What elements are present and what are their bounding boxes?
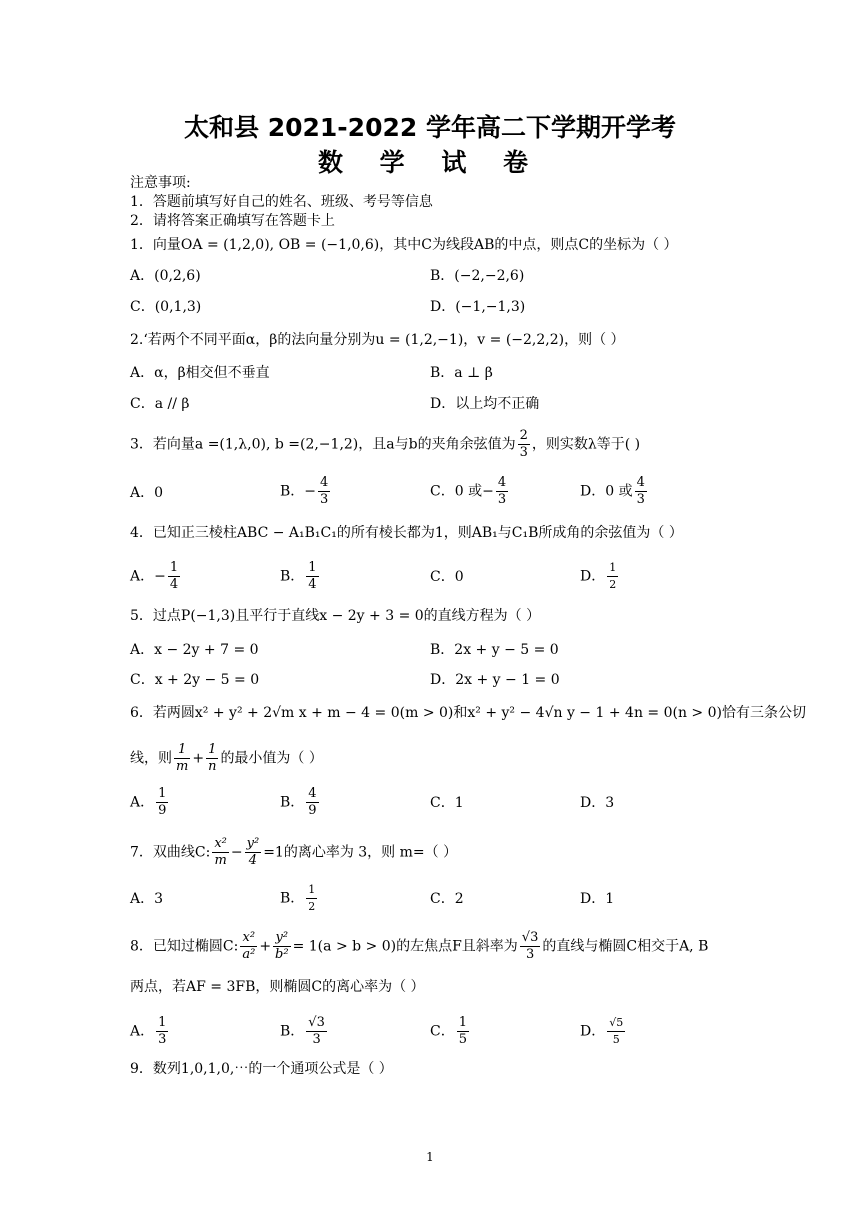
notice-item: 2．请将答案正确填写在答题卡上: [130, 213, 335, 229]
fraction-one-over-n: [206, 742, 218, 775]
question-stem: 2.‘若两个不同平面α，β的法向量分别为u = (1,2,−1)，v = (−2,2,2)，则（ ）: [130, 332, 625, 348]
fraction: [518, 428, 530, 461]
fraction-x2-over-a2: [240, 930, 257, 963]
fraction: [607, 1015, 625, 1048]
fraction-denominator: b²: [275, 947, 289, 962]
fraction-denominator: 5: [458, 1032, 467, 1047]
fraction-numerator: √3: [308, 1015, 325, 1030]
option-c: C．2: [430, 891, 464, 907]
fraction-denominator: 3: [636, 492, 645, 507]
fraction-x2-over-m: [212, 836, 229, 869]
fraction: [635, 475, 647, 508]
notice-heading: 注意事项:: [130, 175, 191, 191]
fraction-denominator: 3: [312, 1032, 321, 1047]
fraction-denominator: 3: [158, 1032, 167, 1047]
option-a: [130, 786, 170, 819]
fraction-numerator: 1: [458, 1015, 467, 1030]
fraction: [306, 1015, 327, 1048]
fraction-numerator: √3: [521, 930, 539, 945]
option-a: A．(0,2,6): [130, 268, 201, 284]
option-c: C．(0,1,3): [130, 299, 202, 315]
fraction-numerator: 1: [306, 882, 317, 899]
option-c: [430, 475, 510, 508]
option-d: D．2x + y − 1 = 0: [430, 672, 560, 688]
fraction-denominator: 4: [308, 577, 317, 592]
fraction: [168, 560, 180, 593]
question-stem-line2: 线，则 $\frac{1}{m}$ + $\frac{1}{n}$ 的最小值为（ ）: [130, 742, 323, 774]
option-c: [430, 1015, 471, 1048]
option-label: D．: [580, 1023, 606, 1040]
fraction: [318, 475, 330, 508]
fraction-numerator: √5: [607, 1015, 625, 1032]
fraction-one-over-m: [174, 742, 190, 775]
option-label: D．0 或: [580, 483, 633, 500]
fraction-numerator: 1: [607, 560, 618, 577]
option-label: A．: [130, 1023, 155, 1040]
stem-text: 7．双曲线C:: [130, 844, 211, 861]
fraction-numerator: y²: [246, 836, 260, 851]
option-b: [280, 882, 319, 915]
fraction-numerator: 1: [169, 560, 179, 575]
option-d: [580, 475, 649, 508]
option-b: B．(−2,−2,6): [430, 268, 525, 284]
stem-text: 的直线与椭圆C相交于A, B: [542, 938, 709, 955]
fraction-numerator: 4: [320, 475, 329, 490]
option-a: [130, 560, 182, 593]
option-label: B．−: [280, 483, 317, 500]
fraction-numerator: 1: [174, 742, 190, 759]
fraction-denominator: 3: [519, 445, 528, 460]
fraction: [457, 1015, 469, 1048]
question-stem: 4．已知正三棱柱ABC − A₁B₁C₁的所有棱长都为1，则AB₁与C₁B所成角的余弦值为（ ）: [130, 525, 683, 541]
option-b: [280, 560, 321, 593]
option-d: D．(−1,−1,3): [430, 299, 526, 315]
fraction-denominator: 4: [169, 577, 179, 592]
option-d: D．3: [580, 795, 615, 811]
stem-text: ，则实数λ等于( ): [531, 436, 641, 453]
option-label: B．: [280, 1023, 305, 1040]
option-d: [580, 560, 620, 593]
fraction-y2-over-4: [245, 836, 262, 869]
option-label: B．: [280, 568, 305, 585]
page-title: 太和县 2021-2022 学年高二下学期开学考: [184, 113, 676, 142]
fraction-denominator: 2: [308, 900, 316, 913]
fraction-sqrt3-over-3: [520, 930, 541, 963]
fraction: [156, 786, 168, 819]
fraction: [306, 560, 318, 593]
option-d: D．1: [580, 891, 615, 907]
option-label: A．−: [130, 568, 166, 585]
option-c: C．a // β: [130, 396, 190, 412]
option-c: C．1: [430, 795, 464, 811]
question-stem: 1．向量OA = (1,2,0), OB = (−1,0,6)，其中C为线段AB的中点，则点C的坐标为（ ）: [130, 237, 678, 253]
fraction-denominator: 5: [612, 1033, 620, 1046]
option-a: [130, 1015, 170, 1048]
option-b: [280, 786, 321, 819]
fraction-denominator: 3: [320, 492, 329, 507]
option-b: B．2x + y − 5 = 0: [430, 642, 559, 658]
stem-text: =1的离心率为 3，则 m=（ ）: [263, 844, 458, 861]
fraction-denominator: 9: [308, 803, 317, 818]
question-stem: 5．过点P(−1,3)且平行于直线x − 2y + 3 = 0的直线方程为（ ）: [130, 608, 541, 624]
question-stem-line2: 两点，若AF = 3FB，则椭圆C的离心率为（ ）: [130, 979, 425, 995]
stem-text: 的最小值为（ ）: [220, 750, 323, 767]
fraction-numerator: x²: [214, 836, 227, 851]
option-a: A．3: [130, 891, 164, 907]
fraction-denominator: 4: [248, 853, 258, 868]
fraction: [607, 560, 618, 593]
option-label: D．: [580, 568, 606, 585]
fraction-denominator: m: [214, 853, 227, 868]
option-c: C．x + 2y − 5 = 0: [130, 672, 260, 688]
stem-text: 3．若向量a =(1,λ,0), b =(2,−1,2)，且a与b的夹角余弦值为: [130, 436, 516, 453]
option-label: C．0 或−: [430, 483, 494, 500]
fraction: [306, 882, 317, 915]
fraction-numerator: y²: [273, 930, 291, 947]
stem-text: 8．已知过椭圆C:: [130, 938, 239, 955]
fraction-numerator: 2: [519, 428, 528, 443]
fraction-numerator: 4: [308, 786, 317, 801]
fraction: [156, 1015, 168, 1048]
option-label: C．: [430, 1023, 455, 1040]
option-c: C．0: [430, 569, 464, 585]
question-stem: 8．已知过椭圆C: $\frac{\text{x²}}{\text{a²}}$ + $\frac{\text{y²}}{\text{b²}}$ = 1(a > b > 0)的左焦点F且斜率为 $\frac{√3}{3}$ 的直线与椭圆C相交于A, B: [130, 930, 709, 962]
option-label: B．: [280, 890, 305, 907]
option-b: [280, 475, 332, 508]
fraction-numerator: 1: [158, 786, 167, 801]
stem-text: 线，则: [130, 750, 172, 767]
question-stem: 6．若两圆x² + y² + 2√m x + m − 4 = 0(m > 0)和x² + y² − 4√n y − 1 + 4n = 0(n > 0)恰有三条公切: [130, 705, 806, 721]
page-number: 1: [426, 1150, 434, 1164]
fraction-numerator: x²: [240, 930, 257, 947]
fraction-y2-over-b2: [273, 930, 291, 963]
question-stem: 9．数列1,0,1,0,⋯的一个通项公式是（ ）: [130, 1061, 393, 1077]
fraction-numerator: 4: [497, 475, 507, 490]
fraction-denominator: 9: [158, 803, 167, 818]
fraction-denominator: 3: [497, 492, 507, 507]
option-d: D．以上均不正确: [430, 396, 540, 412]
page-subtitle: 数 学 试 卷: [317, 148, 543, 177]
fraction-denominator: m: [176, 759, 189, 774]
option-a: A．x − 2y + 7 = 0: [130, 642, 259, 658]
fraction-denominator: 2: [609, 578, 617, 591]
option-label: A．: [130, 794, 155, 811]
option-a: A．0: [130, 485, 164, 501]
option-a: A．α，β相交但不垂直: [130, 365, 270, 381]
fraction-numerator: 1: [158, 1015, 167, 1030]
fraction: [496, 475, 508, 508]
fraction-denominator: 3: [525, 947, 535, 962]
fraction-denominator: a²: [242, 947, 256, 962]
option-d: [580, 1015, 627, 1048]
question-stem: 7．双曲线C: $\frac{\text{x²}}{m}$ − $\frac{\text{y²}}{4}$ =1的离心率为 3，则 m=（ ）: [130, 836, 458, 868]
notice-item: 1．答题前填写好自己的姓名、班级、考号等信息: [130, 194, 433, 210]
stem-text: = 1(a > b > 0)的左焦点F且斜率为: [292, 938, 518, 955]
fraction: [306, 786, 318, 819]
option-b: [280, 1015, 329, 1048]
fraction-numerator: 1: [308, 560, 317, 575]
option-b: B．a ⊥ β: [430, 365, 493, 381]
question-stem: [130, 428, 640, 461]
fraction-denominator: n: [208, 759, 217, 774]
fraction-numerator: 4: [636, 475, 645, 490]
option-label: B．: [280, 794, 305, 811]
fraction-numerator: 1: [206, 742, 218, 759]
